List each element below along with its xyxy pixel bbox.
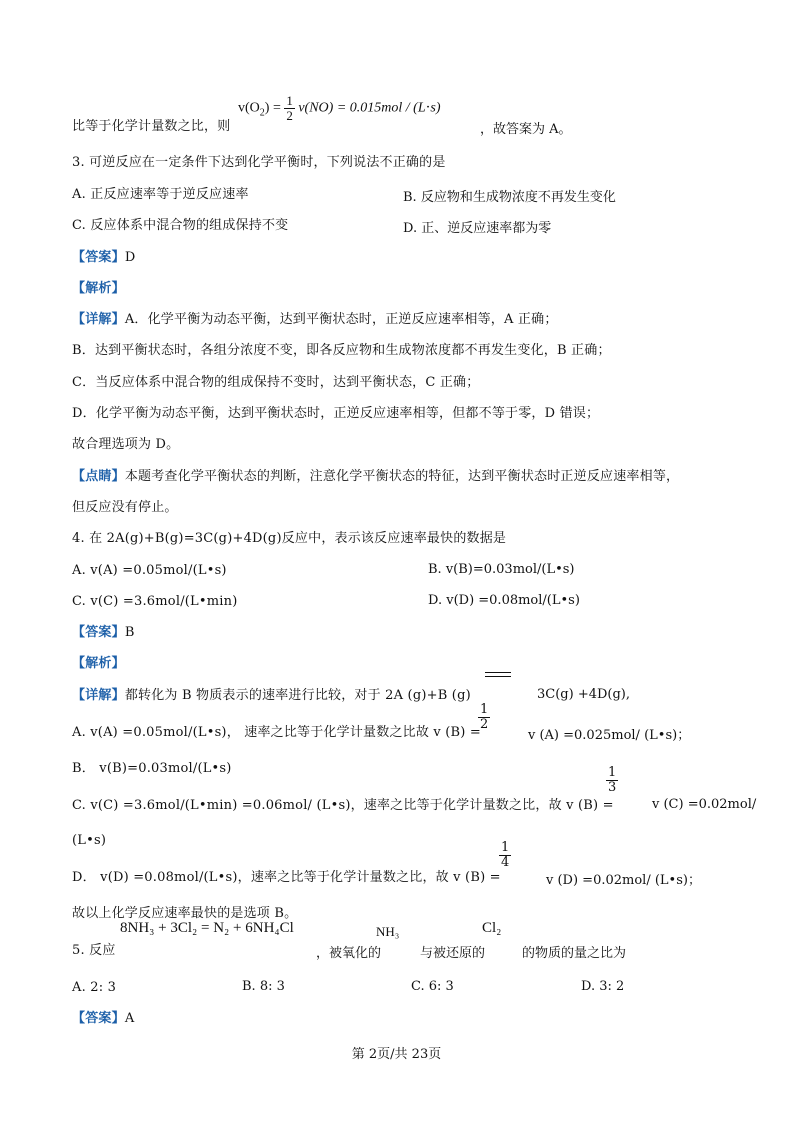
q3-detail-0: 【详解】A．化学平衡为动态平衡，达到平衡状态时，正逆反应速率相等，A 正确； bbox=[72, 312, 558, 327]
q3-detail-2: C．当反应体系中混合物的组成保持不变时，达到平衡状态，C 正确； bbox=[72, 375, 480, 390]
q4-line-c-cont: (L•s) bbox=[72, 833, 107, 848]
fraction-half: $\frac{1}{2}$ bbox=[286, 93, 293, 123]
q3-option-d: D. 正、逆反应速率都为零 bbox=[403, 221, 552, 236]
q2-line-left: 比等于化学计量数之比，则 bbox=[72, 119, 231, 134]
q3-detail-3: D．化学平衡为动态平衡，达到平衡状态时，正逆反应速率相等，但都不等于零，D 错误； bbox=[72, 406, 600, 421]
q4-line-c-right: v (C) =0.02mol/ bbox=[652, 797, 757, 812]
q5-cl2: Cl₂ bbox=[482, 920, 502, 936]
detail-tag: 【详解】 bbox=[72, 688, 125, 703]
q4-line-b: B． v(B)=0.03mol/(L•s) bbox=[72, 761, 232, 776]
q5-equation: 8NH₃ + 3Cl₂ = N₂ + 6NH₄Cl bbox=[120, 920, 294, 936]
page-footer: 第 2页/共 23页 bbox=[351, 1047, 442, 1062]
q5-option-a: A. 2: 3 bbox=[72, 980, 117, 995]
fraction-quarter: $\frac{1}{4}$ bbox=[501, 840, 510, 870]
note-tag: 【点睛】 bbox=[72, 469, 125, 484]
q4-stem: 4. 在 2A(g)+B(g)=3C(g)+4D(g)反应中，表示该反应速率最快的数据是 bbox=[72, 531, 507, 546]
q5-option-d: D. 3: 2 bbox=[581, 979, 625, 994]
q5-stem-mid2: 与被还原的 bbox=[420, 946, 486, 961]
q5-nh3: NH₃ bbox=[376, 924, 400, 939]
q4-line-c: C. v(C) =3.6mol/(L•min) =0.06mol/ (L•s)，速率之比等于化学计量数之比，故 v (B) = bbox=[72, 798, 614, 813]
q2-equation: $v(O_2)$ = $\frac{1}{2}$ v(NO) = 0.015mol / (L⋅s) bbox=[238, 93, 441, 123]
q2-line-right: ，故答案为 A。 bbox=[480, 122, 572, 137]
q3-note-1: 但反应没有停止。 bbox=[72, 500, 178, 515]
q3-stem: 3. 可逆反应在一定条件下达到化学平衡时，下列说法不正确的是 bbox=[72, 155, 446, 170]
q5-stem-right: 的物质的量之比为 bbox=[522, 946, 627, 961]
q4-option-c: C. v(C) =3.6mol/(L•min) bbox=[72, 594, 238, 609]
q4-answer-line bbox=[72, 624, 135, 642]
q4-analysis-tag: 【解析】 bbox=[72, 656, 125, 671]
q3-note-0: 【点睛】本题考查化学平衡状态的判断，注意化学平衡状态的特征，达到平衡状态时正逆反应速率相等， bbox=[72, 469, 680, 484]
q4-conclusion: 故以上化学反应速率最快的是选项 B。 bbox=[72, 906, 298, 921]
q4-detail-intro: 【详解】都转化为 B 物质表示的速率进行比较，对于 2A (g)+B (g) bbox=[72, 688, 471, 703]
q3-option-c: C. 反应体系中混合物的组成保持不变 bbox=[72, 218, 289, 233]
answer-tag: 【答案】 bbox=[72, 625, 125, 640]
q5-option-c: C. 6: 3 bbox=[411, 979, 454, 994]
q4-line-a-right: v (A) =0.025mol/ (L•s)； bbox=[528, 728, 691, 743]
q4-option-d: D. v(D) =0.08mol/(L•s) bbox=[428, 593, 580, 608]
q4-line-a: A. v(A) =0.05mol/(L•s)， 速率之比等于化学计量数之比故 v (B) = bbox=[72, 725, 481, 740]
fraction-half: $\frac{1}{2}$ bbox=[480, 702, 489, 732]
equilibrium-arrows-icon bbox=[485, 672, 511, 680]
answer-tag: 【答案】 bbox=[72, 250, 125, 265]
q5-option-b: B. 8: 3 bbox=[242, 979, 285, 994]
q3-analysis-tag: 【解析】 bbox=[72, 281, 125, 296]
q4-answer: B bbox=[124, 625, 135, 640]
q4-line-d: D． v(D) =0.08mol/(L•s)，速率之比等于化学计量数之比，故 v (B) = bbox=[72, 870, 501, 885]
q5-stem-left: 5. 反应 bbox=[72, 943, 116, 958]
q5-answer-line bbox=[72, 1010, 134, 1028]
q5-stem-mid1: ，被氧化的 bbox=[316, 946, 382, 961]
q3-answer: D bbox=[124, 250, 136, 265]
q5-answer: A bbox=[124, 1011, 135, 1026]
q3-answer-line bbox=[72, 249, 135, 267]
fraction-third: $\frac{1}{3}$ bbox=[608, 765, 617, 795]
q3-detail-4: 故合理选项为 D。 bbox=[72, 437, 180, 452]
detail-tag: 【详解】 bbox=[72, 312, 125, 327]
q3-option-a: A. 正反应速率等于逆反应速率 bbox=[72, 187, 249, 202]
answer-tag: 【答案】 bbox=[72, 1011, 125, 1026]
q4-detail-intro-end: 3C(g) +4D(g), bbox=[537, 687, 630, 702]
q4-option-a: A. v(A) =0.05mol/(L•s) bbox=[72, 563, 227, 578]
q3-option-b: B. 反应物和生成物浓度不再发生变化 bbox=[403, 190, 616, 205]
q4-option-b: B. v(B)=0.03mol/(L•s) bbox=[428, 562, 575, 577]
q4-line-d-right: v (D) =0.02mol/ (L•s)； bbox=[546, 873, 701, 888]
q3-detail-1: B．达到平衡状态时，各组分浓度不变，即各反应物和生成物浓度都不再发生变化，B 正确； bbox=[72, 343, 611, 358]
